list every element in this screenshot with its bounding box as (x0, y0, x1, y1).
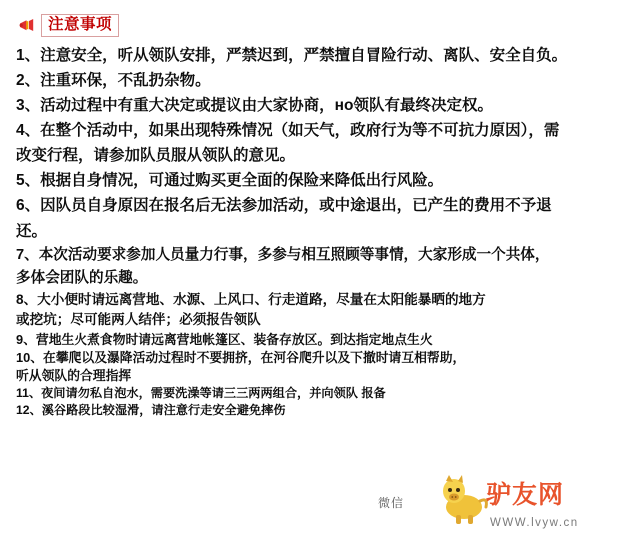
note-line: 7、本次活动要求参加人员量力行事，多参与相互照顾等事情，大家形成一个共体， (16, 246, 550, 263)
note-line: 听从领队的合理指挥 (16, 367, 132, 383)
note-line: 12、溪谷路段比较湿滑，请注意行走安全避免摔伤 (16, 402, 286, 417)
notice-header (18, 14, 616, 37)
note-line: 11、夜间请勿私自泡水，需要洗澡等请三三两两组合，并向领队 报备 (16, 386, 386, 401)
watermark-url: WWW.lvyw.cn (490, 517, 579, 529)
watermark (378, 471, 630, 533)
note-line: 还。 (16, 222, 48, 240)
note-line: 或挖坑；尽可能两人结伴；必须报告领队 (16, 312, 261, 328)
note-line: 5、根据自身情况，可通过购买更全面的保险来降低出行风险。 (16, 172, 444, 190)
note-line: 9、营地生火煮食物时请远离营地帐篷区、装备存放区。到达指定地点生火 (16, 331, 433, 347)
note-line: 多体会团队的乐趣。 (16, 269, 148, 286)
note-line: 10、在攀爬以及瀑降活动过程时不要拥挤，在河谷爬升以及下撤时请互相帮助， (16, 349, 466, 365)
megaphone-icon (18, 17, 35, 34)
note-line: 改变行程，请参加队员服从领队的意见。 (16, 147, 296, 165)
note-line: 3、活动过程中有重大决定或提议由大家协商，но领队有最终决定权。 (16, 97, 493, 115)
page-title: 注意事项 (41, 14, 119, 37)
note-line: 1、注意安全，听从领队安排，严禁迟到，严禁擅自冒险行动、离队、安全自负。 (16, 46, 568, 64)
note-line: 4、在整个活动中，如果出现特殊情况（如天气，政府行为等不可抗力原因），需 (16, 122, 560, 140)
watermark-prefix: 微信 (378, 496, 405, 510)
note-line: 2、注重环保，不乱扔杂物。 (16, 71, 211, 89)
watermark-brand: 驴友网 (486, 481, 565, 509)
note-line: 8、大小便时请远离营地、水源、上风口、行走道路，尽量在太阳能暴晒的地方 (16, 291, 486, 307)
watermark-logo (438, 473, 624, 529)
notes-list (14, 43, 616, 419)
note-line: 6、因队员自身原因在报名后无法参加活动，或中途退出，已产生的费用不予退 (16, 197, 552, 215)
